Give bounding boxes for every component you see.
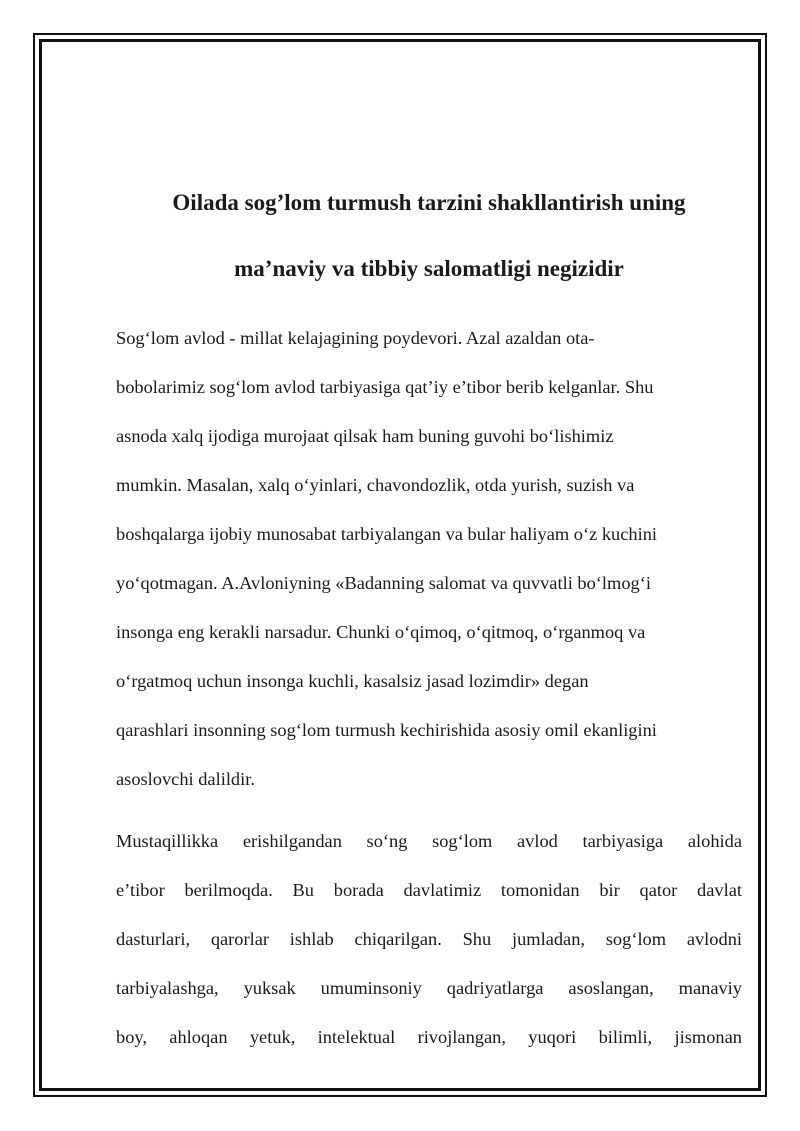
paragraph-line: mumkin. Masalan, xalq o‘yinlari, chavondozlik, otda yurish, suzish va <box>116 475 635 495</box>
paragraph-line: tarbiyalashga, yuksak umuminsoniy qadriyatlarga asoslangan, manaviy <box>116 978 742 998</box>
paragraph-line: boshqalarga ijobiy munosabat tarbiyalangan va bular haliyam o‘z kuchini <box>116 524 658 544</box>
paragraph-line: qarashlari insonning sog‘lom turmush kechirishida asosiy omil ekanligini <box>116 720 657 740</box>
title-line: ma’naviy va tibbiy salomatligi negizidir <box>234 256 624 281</box>
document-body <box>116 170 742 1062</box>
paragraph-2 <box>116 817 742 1062</box>
paragraph-line: Mustaqillikka erishilgandan so‘ng sog‘lom avlod tarbiyasiga alohida <box>116 831 742 851</box>
paragraph-line: insonga eng kerakli narsadur. Chunki o‘qimoq, o‘qitmoq, o‘rganmoq va <box>116 622 646 642</box>
paragraph-1 <box>116 314 742 804</box>
document-title <box>98 170 760 302</box>
paragraph-line: asnoda xalq ijodiga murojaat qilsak ham buning guvohi bo‘lishimiz <box>116 426 614 446</box>
paragraph-line: e’tibor berilmoqda. Bu borada davlatimiz tomonidan bir qator davlat <box>116 880 742 900</box>
paragraph-line: asoslovchi dalildir. <box>116 769 255 789</box>
paragraph-line: boy, ahloqan yetuk, intelektual rivojlangan, yuqori bilimli, jismonan <box>116 1027 742 1047</box>
title-line: Oilada sog’lom turmush tarzini shakllantirish uning <box>172 190 686 215</box>
paragraph-line: Sog‘lom avlod - millat kelajagining poydevori. Azal azaldan ota- <box>116 328 595 348</box>
paragraph-line: dasturlari, qarorlar ishlab chiqarilgan. Shu jumladan, sog‘lom avlodni <box>116 929 742 949</box>
paragraph-line: o‘rgatmoq uchun insonga kuchli, kasalsiz jasad lozimdir» degan <box>116 671 589 691</box>
paragraph-line: bobolarimiz sog‘lom avlod tarbiyasiga qat’iy e’tibor berib kelganlar. Shu <box>116 377 654 397</box>
paragraph-line: yo‘qotmagan. A.Avloniyning «Badanning salomat va quvvatli bo‘lmog‘i <box>116 573 651 593</box>
